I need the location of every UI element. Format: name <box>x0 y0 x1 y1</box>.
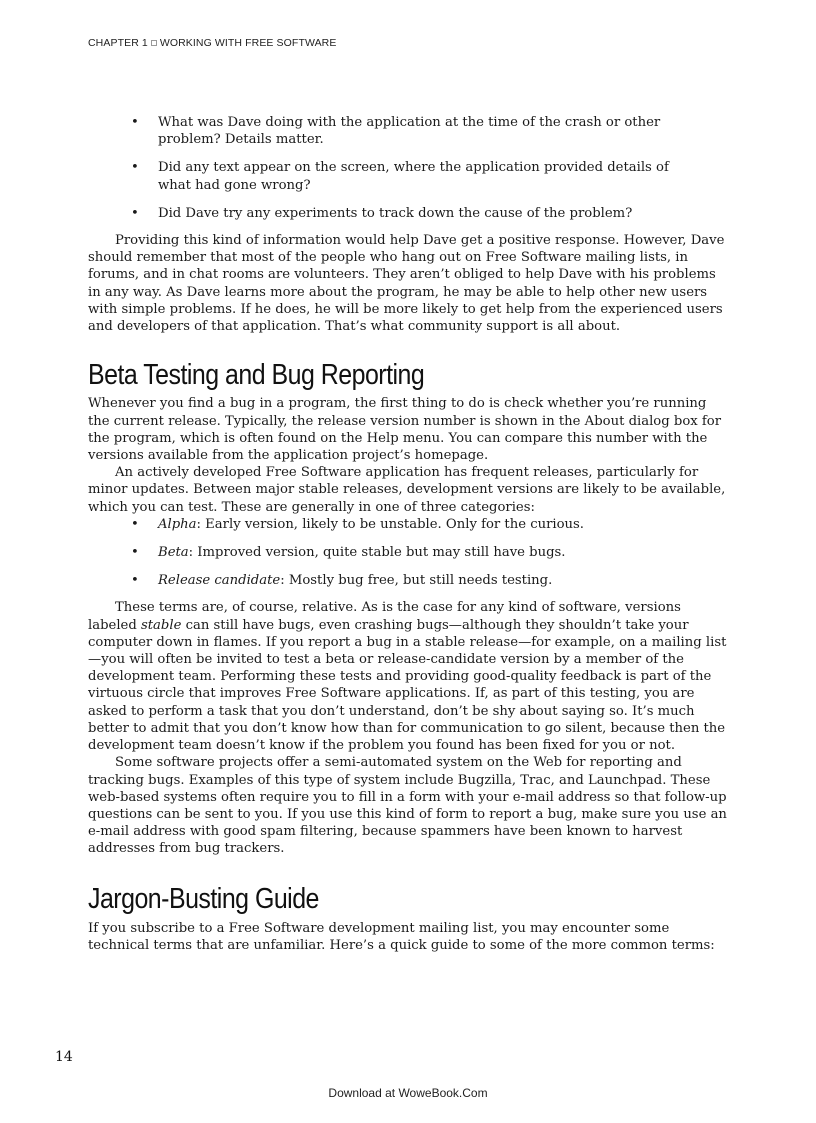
heading-jargon-busting: Jargon-Busting Guide <box>88 882 319 915</box>
paragraph-frequent-releases: An actively developed Free Software application has frequent releases, particularly for minor updates. Between major stable releases, development versions are likely to be available, which you can test. These are generally in one of three categories: <box>88 465 726 515</box>
chapter-title: WORKING WITH FREE SOFTWARE <box>159 37 337 49</box>
term-desc: : Improved version, quite stable but may still have bugs. <box>188 545 566 561</box>
intro-bullet-list <box>88 114 728 222</box>
running-head <box>88 37 336 49</box>
paragraph-jargon-intro: If you subscribe to a Free Software development mailing list, you may encounter some technical terms that are unfamiliar. Here’s a quick guide to some of the more common terms: <box>88 920 715 953</box>
footer-download-text: Download at WoweBook.Com <box>328 1086 488 1100</box>
term-desc: : Mostly bug free, but still needs testing. <box>280 573 553 589</box>
list-item <box>88 544 678 561</box>
term-desc: : Early version, likely to be unstable. Only for the curious. <box>196 516 584 532</box>
list-item: • What was Dave doing with the application at the time of the crash or other problem? Details matter. <box>88 114 678 148</box>
list-item <box>88 516 678 533</box>
list-item <box>88 572 678 589</box>
term-beta: Beta <box>158 545 189 561</box>
paragraph-relative-terms <box>88 599 728 754</box>
page-number: 14 <box>55 1049 73 1065</box>
paragraph-check-release: Whenever you find a bug in a program, the first thing to do is check whether you’re running the current release. Typically, the release version number is shown in the About dialog box for the program, which is often found on the Help menu. You can compare this number with the versions available from the application project’s homepage. <box>88 396 722 464</box>
release-categories-list <box>88 516 728 590</box>
term-alpha: Alpha <box>158 516 197 532</box>
term-release-candidate: Release candidate <box>158 573 281 589</box>
chapter-label: CHAPTER 1 <box>88 37 148 49</box>
term-stable: stable <box>140 617 182 633</box>
separator-square-icon <box>151 40 157 46</box>
list-item: • Did any text appear on the screen, where the application provided details of what had gone wrong? <box>88 159 678 193</box>
text-run: can still have bugs, even crashing bugs—although they shouldn’t take your computer down in flames. If you report a bug in a stable release—for example, on a mailing list—you will often be invited to test a beta or release-candidate version by a member of the development team. Performing these tests and providing good-quality feedback is part of the virtuous circle that improves Free Software applications. If, as part of this testing, you are asked to perform a task that you don’t understand, don’t be shy about saying so. It’s much better to admit that you don’t know how than for communication to go silent, because then the development team doesn’t know if the problem you found has been fixed for you or not. <box>88 617 727 754</box>
heading-beta-testing: Beta Testing and Bug Reporting <box>88 359 425 392</box>
text-run: These terms are, of course, relative. As is the case for any kind of software, versions labeled <box>88 600 681 633</box>
paragraph-bug-trackers: Some software projects offer a semi-automated system on the Web for reporting and tracking bugs. Examples of this type of system include Bugzilla, Trac, and Launchpad. These web-based systems often require you to fill in a form with your e-mail address so that follow-up questions can be sent to you. If you use this kind of form to report a bug, make sure you use an e-mail address with good spam filtering, because spammers have been known to harvest addresses from bug trackers. <box>88 755 727 857</box>
list-item: • Did Dave try any experiments to track down the cause of the problem? <box>88 205 678 222</box>
page-body <box>88 114 728 954</box>
paragraph-community-support: Providing this kind of information would help Dave get a positive response. However, Dave should remember that most of the people who hang out on Free Software mailing lists, in forums, and in chat rooms are volunteers. They aren’t obliged to help Dave with his problems in any way. As Dave learns more about the program, he may be able to help other new users with simple problems. If he does, he will be more likely to get help from the experienced users and developers of that application. That’s what community support is all about. <box>88 233 725 335</box>
